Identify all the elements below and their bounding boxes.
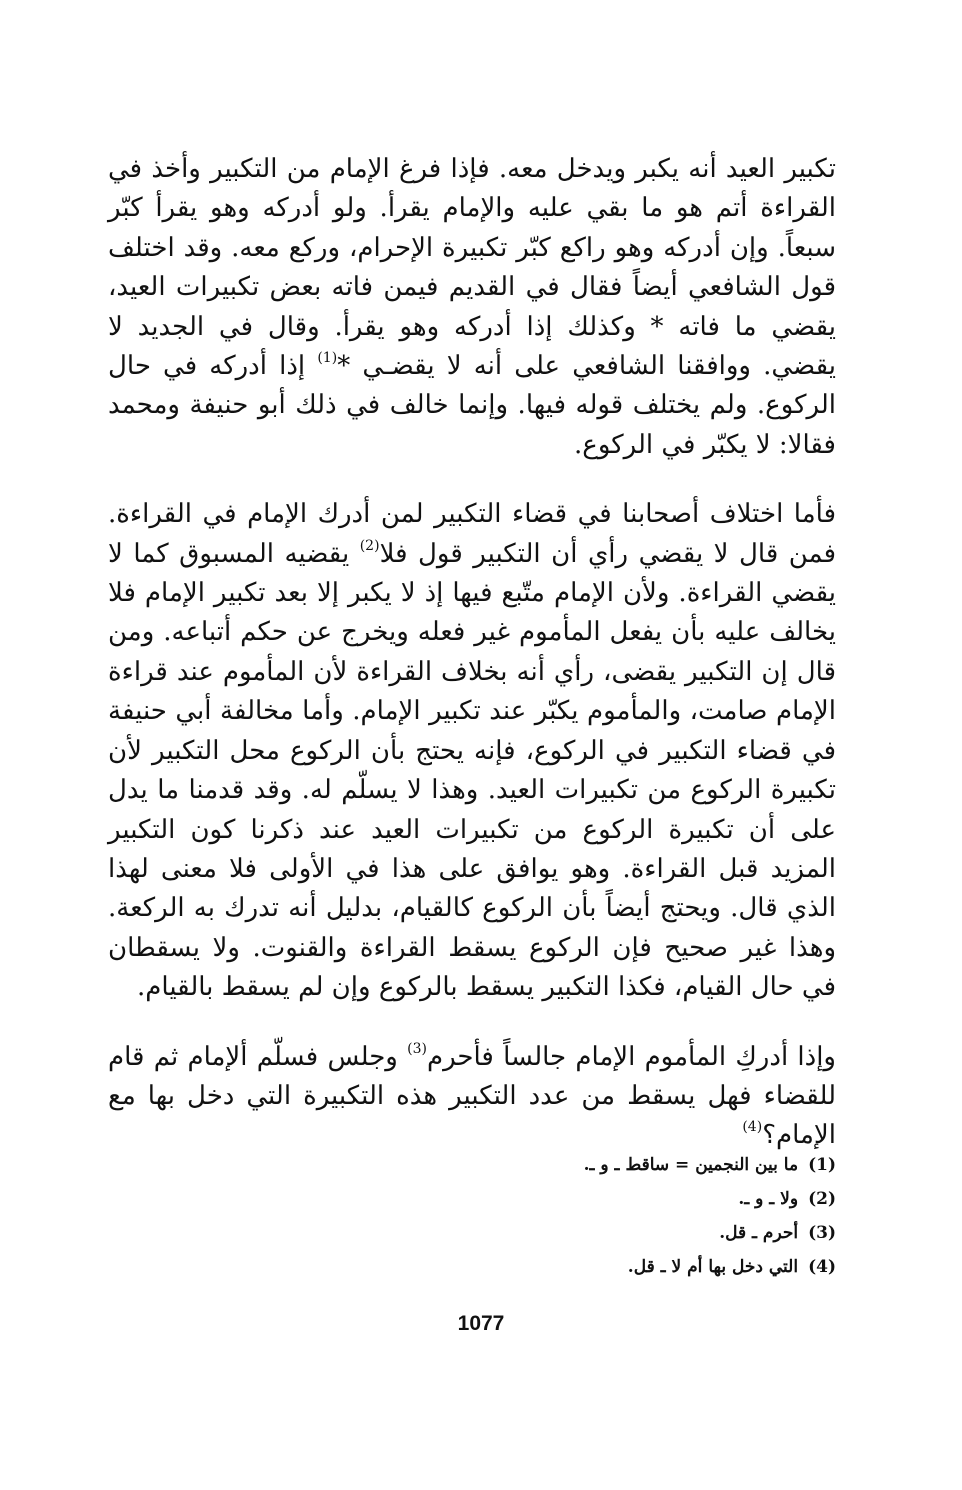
footnote-ref-1: (1) — [317, 350, 338, 367]
page-number: 1077 — [457, 1312, 505, 1335]
footnote-4 — [436, 1250, 836, 1284]
footnote-number: (4) — [808, 1257, 836, 1277]
footnote-text: التي دخل بها أم لا ـ قل. — [627, 1257, 799, 1277]
paragraph-1 — [108, 150, 836, 465]
footnote-ref-3: (3) — [407, 1040, 427, 1057]
paragraph-3 — [108, 1038, 836, 1156]
footnote-2 — [436, 1182, 836, 1216]
footnote-ref-2: (2) — [359, 537, 380, 554]
paragraph-text: وجلس فسلّم ألإمام ثم قام للقضاء فهل يسقط من عدد التكبير هذه التكبيرة التي دخل بها مع الإمام؟ — [108, 1041, 836, 1151]
paragraph-text: إذا أدركه في حال الركوع. ولم يختلف قوله فيها. وإنما خالف في ذلك أبو حنيفة ومحمد فقالا: لا يكبّر في الركوع. — [108, 351, 836, 460]
footnote-number: (3) — [808, 1223, 836, 1243]
footnote-number: (1) — [808, 1155, 836, 1175]
paragraph-text: تكبير العيد أنه يكبر ويدخل معه. فإذا فرغ الإمام من التكبير وأخذ في القراءة أتم هو ما بقي عليه والإمام يقرأ. ولو أدركه وهو يقرأ كبّر سبعاً. وإن أدركه وهو راكع كبّر تكبيرة الإحرام، وركع معه. وقد اختلف قول الشافعي أيضاً فقال في القديم فيمن فاته بعض تكبيرات العيد، يقضي ما فاته * وكذلك إذا أدركه وهو يقرأ. وقال في الجديد لا يقضي. ووافقنا الشافعي على أنه لا يقضـي * — [108, 154, 836, 382]
paragraph-text: فأما اختلاف أصحابنا في قضاء التكبير لمن أدرك الإمام في القراءة. فمن قال لا يقضي رأي أن التكبير قول فلا — [108, 499, 836, 569]
footnote-text: أحرم ـ قل. — [719, 1223, 799, 1243]
paragraph-2 — [108, 495, 836, 1007]
footnote-number: (2) — [808, 1189, 836, 1209]
paragraph-text: وإذا أدركِ المأموم الإمام جالساً فأحرم — [426, 1041, 836, 1072]
main-text — [108, 150, 836, 1156]
footnotes — [436, 1148, 836, 1284]
paragraph-text: يقضيه المسبوق كما لا يقضي القراءة. ولأن الإمام متّبع فيها إذ لا يكبر إلا بعد تكبير الإمام فلا يخالف عليه بأن يفعل المأموم غير فعله ويخرج عن حكم أتباعه. ومن قال إن التكبير يقضى، رأي أنه بخلاف القراءة لأن المأموم عند قراءة الإمام صامت، والمأموم يكبّر عند تكبير الإمام. وأما مخالفة أبي حنيفة في قضاء التكبير في الركوع، فإنه يحتج بأن الركوع محل التكبير لأن تكبيرة الركوع من تكبيرات العيد. وهذا لا يسلّم له. وقد قدمنا ما يدل على أن تكبيرة الركوع من تكبيرات العيد عند ذكرنا كون التكبير المزيد قبل القراءة. وهو يوافق على هذا في الأولى فلا معنى لهذا الذي قال. ويحتج أيضاً بأن الركوع كالقيام، بدليل أنه تدرك به الركعة. وهذا غير صحيح فإن الركوع يسقط القراءة والقنوت. ولا يسقطان في حال القيام، فكذا التكبير يسقط بالركوع وإن لم يسقط بالقيام. — [108, 538, 836, 1003]
footnote-text: ما بين النجمين = ساقط ـ و ـ. — [583, 1155, 799, 1175]
footnote-text: ولا ـ و ـ. — [738, 1189, 799, 1209]
footnote-1 — [436, 1148, 836, 1182]
footnote-ref-4: (4) — [742, 1119, 763, 1136]
footnote-3 — [436, 1216, 836, 1250]
